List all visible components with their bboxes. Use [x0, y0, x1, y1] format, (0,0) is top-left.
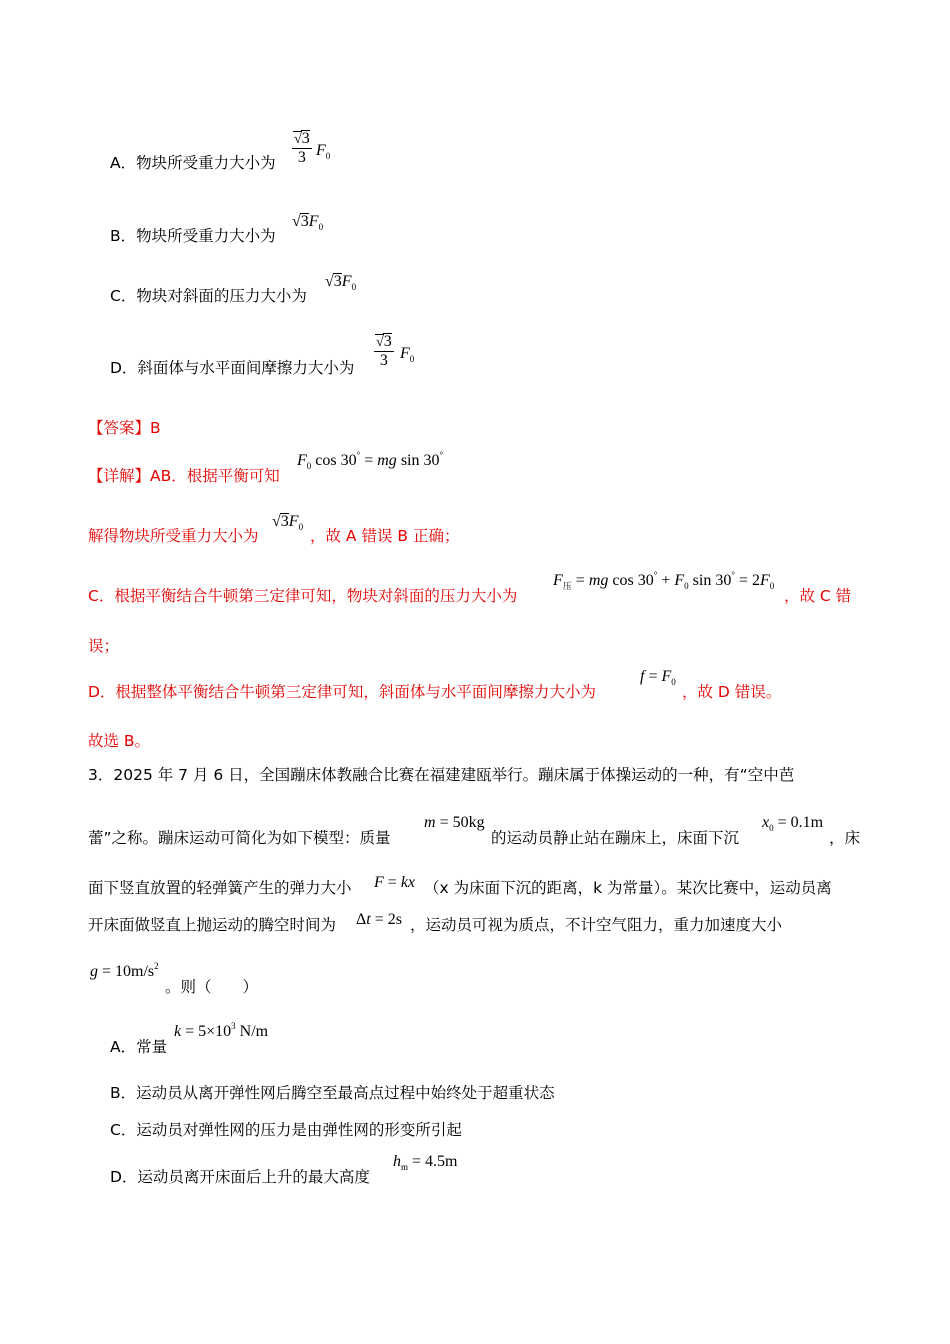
q3-line4b: ，运动员可视为质点，不计空气阻力，重力加速度大小 [410, 916, 783, 934]
detail-line4a: D．根据整体平衡结合牛顿第三定律可知，斜面体与水平面间摩擦力大小为 [88, 683, 596, 701]
formula-k: $k = 5\times 10^3$ N/m [174, 1021, 269, 1040]
formula-b: $√3F_0$ [292, 213, 324, 232]
q3-line2a: 蕾”之称。蹦床运动可简化为如下模型：质量 [88, 829, 391, 847]
q3-line2c: ，床 [829, 829, 861, 847]
q3-option-b: B．运动员从离开弹性网后腾空至最高点过程中始终处于超重状态 [110, 1084, 555, 1102]
detail-line3a: C．根据平衡结合牛顿第三定律可知，物块对斜面的压力大小为 [88, 587, 518, 605]
q3-line5b: 。则（ ） [165, 978, 259, 996]
formula-mass: m = 50kg [424, 814, 485, 831]
q3-line4a: 开床面做竖直上抛运动的腾空时间为 [88, 916, 337, 934]
answer-label: 【答案】B [88, 419, 161, 437]
formula-hm: $h_m = 4.5m$ [393, 1153, 458, 1172]
formula-time: Δt = 2s [356, 911, 402, 928]
option-d: D．斜面体与水平面间摩擦力大小为 [110, 359, 355, 377]
detail-label: 【详解】AB．根据平衡可知 [88, 467, 280, 485]
detail-line2a: 解得物块所受重力大小为 [88, 527, 259, 545]
q3-line2b: 的运动员静止站在蹦床上，床面下沉 [491, 829, 740, 847]
q3-line3a: 面下竖直放置的轻弹簧产生的弹力大小 [88, 879, 352, 897]
formula-equilibrium: $F_0$ cos 30° = mg sin 30° [297, 450, 444, 471]
q3-option-d: D．运动员离开床面后上升的最大高度 [110, 1168, 370, 1186]
detail-line3b: ，故 C 错 [784, 587, 852, 605]
formula-weight: $√3F_0$ [272, 513, 304, 532]
detail-line4b: ，故 D 错误。 [682, 683, 782, 701]
option-c: C．物块对斜面的压力大小为 [110, 287, 307, 305]
detail-line3c: 误； [88, 637, 120, 655]
q3-line3b: （x 为床面下沉的距离，k 为常量）。某次比赛中，运动员离 [424, 879, 832, 897]
option-b: B．物块所受重力大小为 [110, 227, 276, 245]
formula-hooke: F = kx [374, 874, 416, 891]
formula-friction: $f = F_0$ [640, 668, 676, 687]
detail-line5: 故选 B。 [88, 732, 151, 750]
q3-option-a: A．常量 [110, 1038, 168, 1056]
q3-option-c: C．运动员对弹性网的压力是由弹性网的形变所引起 [110, 1121, 462, 1139]
formula-c: $√3F_0$ [325, 273, 357, 292]
formula-pressure: $F_压$ = mg $\cos 30^\circ + F_0$ $\sin 30^\circ = 2F_0$ [553, 570, 775, 591]
formula-g: $g = 10m/s^2$ [90, 961, 159, 980]
option-a: A．物块所受重力大小为 [110, 154, 276, 172]
formula-x0: $x_0 = 0.1m$ [762, 814, 824, 833]
detail-line2b: ，故 A 错误 B 正确； [310, 527, 460, 545]
q3-line1: 3．2025 年 7 月 6 日，全国蹦床体教融合比赛在福建建瓯举行。蹦床属于体操运动的一种，有“空中芭 [88, 766, 795, 784]
